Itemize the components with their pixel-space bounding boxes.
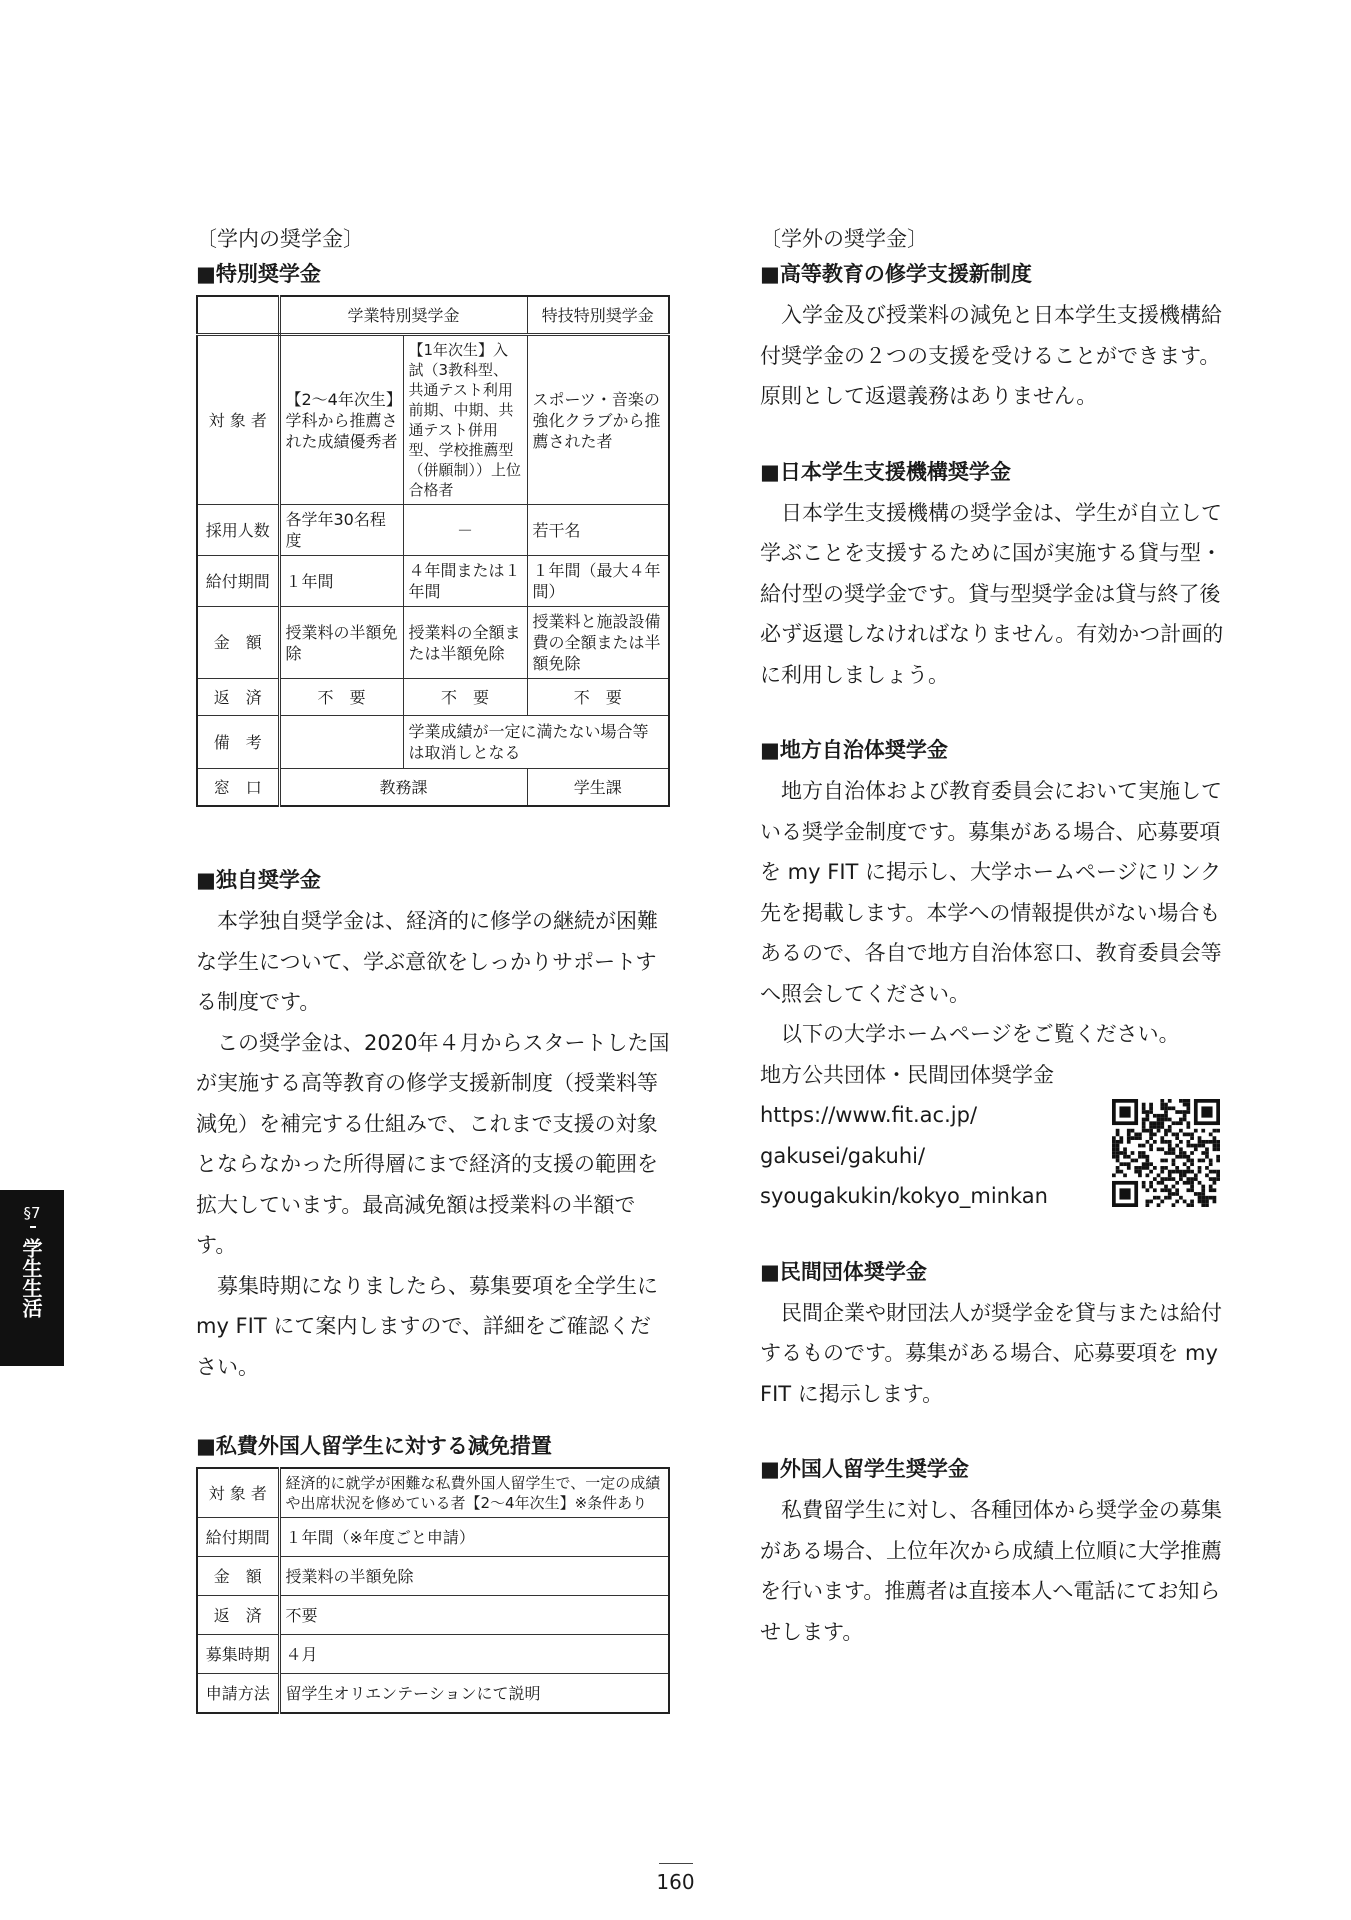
table-row (197, 679, 669, 716)
table-row (197, 769, 669, 807)
table-header-cell: 学業特別奨学金 (279, 296, 527, 335)
heading-intl-student: ■外国人留学生奨学金 (760, 1457, 969, 1481)
row-label: 金 額 (197, 1557, 279, 1596)
table-row (197, 335, 669, 505)
section-title-internal: 〔学内の奨学金〕 (196, 227, 364, 251)
table-row (197, 1557, 669, 1596)
table-cell: 【1年次生】入試（3教科型、共通テスト利用前期、中期、共通テスト併用型、学校推薦型（併願制））上位合格者 (403, 335, 527, 505)
table-cell: １年間（※年度ごと申請） (279, 1518, 669, 1557)
table-cell: ４月 (279, 1635, 669, 1674)
table-cell: 若干名 (527, 505, 669, 556)
row-label: 給付期間 (197, 1518, 279, 1557)
table-cell: 各学年30名程度 (279, 505, 403, 556)
heading-private-org: ■民間団体奨学金 (760, 1259, 927, 1284)
paragraph: この奨学金は、2020年４月からスタートした国が実施する高等教育の修学支援新制度（授業料等減免）を補完する仕組みで、これまで支援の対象とならなかった所得層にまで経済的支援の範囲を拡大しています。最高減免額は授業料の半額です。 (196, 1030, 670, 1257)
paragraph: 民間企業や財団法人が奨学金を貸与または給付するものです。募集がある場合、応募要項を my FIT に掲示します。 (760, 1300, 1222, 1406)
paragraph: 以下の大学ホームページをご覧ください。 (781, 1022, 1180, 1046)
row-label: 対 象 者 (197, 335, 279, 505)
table-header-cell: 特技特別奨学金 (527, 296, 669, 335)
row-label: 窓 口 (197, 769, 279, 807)
table-row (197, 1518, 669, 1557)
paragraph: 私費留学生に対し、各種団体から奨学金の募集がある場合、上位年次から成績上位順に大学推薦を行います。推薦者は直接本人へ電話にてお知らせします。 (760, 1498, 1222, 1644)
divider (659, 1863, 693, 1864)
table-cell: 不要 (279, 1596, 669, 1635)
table-cell: スポーツ・音楽の強化クラブから推薦された者 (527, 335, 669, 505)
paragraph: 入学金及び授業料の減免と日本学生支援機構給付奨学金の２つの支援を受けることができます。原則として返還義務はありません。 (760, 303, 1222, 408)
table-cell: １年間（最大４年間） (527, 556, 669, 607)
table-cell: 【2～4年次生】学科から推薦された成績優秀者 (279, 335, 403, 505)
chapter-number: §7 (23, 1204, 41, 1222)
paragraph: 募集時期になりましたら、募集要項を全学生に my FIT にて案内しますので、詳細をご確認ください。 (196, 1273, 658, 1379)
table-cell (279, 716, 403, 769)
heading-jasso: ■日本学生支援機構奨学金 (760, 459, 1011, 484)
table-row (197, 1674, 669, 1714)
row-label: 募集時期 (197, 1635, 279, 1674)
divider (30, 1226, 36, 1228)
table-cell: 教務課 (279, 769, 527, 807)
chapter-side-tab (0, 1190, 64, 1366)
special-scholarship-table (196, 295, 670, 807)
table-row (197, 607, 669, 679)
heading-local-government: ■地方自治体奨学金 (760, 738, 948, 762)
link-title: 地方公共団体・民間団体奨学金 (760, 1062, 1054, 1087)
row-label: 備 考 (197, 716, 279, 769)
table-cell: 授業料の全額または半額免除 (403, 607, 527, 679)
heading-original-scholarship: ■独自奨学金 (196, 868, 321, 892)
table-cell: 授業料の半額免除 (279, 1557, 669, 1596)
table-row (197, 505, 669, 556)
heading-special-scholarship: ■特別奨学金 (196, 262, 321, 286)
row-label: 返 済 (197, 1596, 279, 1635)
table-cell: 授業料の半額免除 (279, 607, 403, 679)
heading-intl-reduction: ■私費外国人留学生に対する減免措置 (196, 1434, 552, 1458)
paragraph: 地方自治体および教育委員会において実施している奨学金制度です。募集がある場合、応募要項を my FIT に掲示し、大学ホームページにリンク先を掲載します。本学への情報提供がない場合もあるので、各自で地方自治体窓口、教育委員会等へ照会してください。 (760, 779, 1222, 1006)
table-cell: 留学生オリエンテーションにて説明 (279, 1674, 669, 1714)
table-row (197, 716, 669, 769)
row-label: 金 額 (197, 607, 279, 679)
page-number: 160 (656, 1870, 695, 1894)
row-label: 返 済 (197, 679, 279, 716)
row-label: 採用人数 (197, 505, 279, 556)
heading-new-support-system: ■高等教育の修学支援新制度 (760, 262, 1032, 286)
table-cell: 学生課 (527, 769, 669, 807)
table-row (197, 556, 669, 607)
url-block (760, 1095, 1240, 1217)
table-cell: １年間 (279, 556, 403, 607)
qr-code-icon[interactable] (1112, 1099, 1220, 1207)
table-cell: 学業成績が一定に満たない場合等は取消しとなる (403, 716, 669, 769)
row-label: 対 象 者 (197, 1468, 279, 1518)
table-cell: 授業料と施設設備費の全額または半額免除 (527, 607, 669, 679)
page-footer (0, 1863, 1351, 1894)
table-row (197, 1635, 669, 1674)
table-header-row (197, 296, 669, 335)
left-column (196, 225, 670, 1714)
table-cell: 経済的に就学が困難な私費外国人留学生で、一定の成績や出席状況を修めている者【2～4年次生】※条件あり (279, 1468, 669, 1518)
table-cell: ４年間または１年間 (403, 556, 527, 607)
section-title-external: 〔学外の奨学金〕 (760, 227, 928, 251)
table-row (197, 1596, 669, 1635)
chapter-label: 学生生活 (19, 1238, 43, 1318)
table-cell: 不 要 (403, 679, 527, 716)
paragraph: 本学独自奨学金は、経済的に修学の継続が困難な学生について、学ぶ意欲をしっかりサポートする制度です。 (196, 909, 658, 1014)
url-link[interactable]: https://www.fit.ac.jp/ gakusei/gakuhi/ syougakukin/kokyo_minkan (760, 1103, 1048, 1208)
row-label: 給付期間 (197, 556, 279, 607)
right-column (760, 225, 1240, 1652)
table-header-cell (197, 296, 279, 335)
table-cell: 不 要 (279, 679, 403, 716)
row-label: 申請方法 (197, 1674, 279, 1714)
table-cell: － (403, 505, 527, 556)
intl-reduction-table (196, 1467, 670, 1714)
paragraph: 日本学生支援機構の奨学金は、学生が自立して学ぶことを支援するために国が実施する貸与型・給付型の奨学金です。貸与型奨学金は貸与終了後必ず返還しなければなりません。有効かつ計画的に利用しましょう。 (760, 500, 1224, 687)
table-cell: 不 要 (527, 679, 669, 716)
table-row (197, 1468, 669, 1518)
